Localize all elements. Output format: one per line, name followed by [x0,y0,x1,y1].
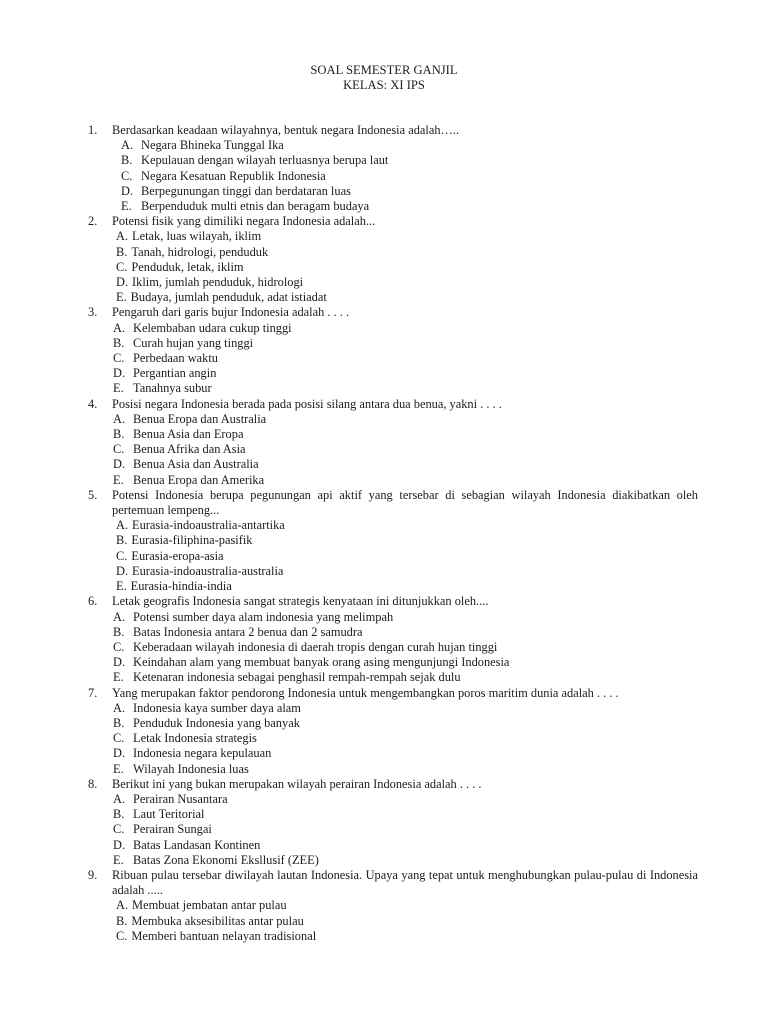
option-letter: A. [113,791,126,806]
option-letter: E. [113,381,124,396]
question-number: 2. [88,214,98,229]
option-a [116,229,698,244]
question-3 [88,305,698,396]
option-letter: B. [113,807,125,822]
option-text: Penduduk, letak, iklim [131,259,244,274]
question-number: 5. [88,487,98,502]
option-text: Batas Indonesia antara 2 benua dan 2 samudra [133,624,363,639]
option-letter: A. [116,898,129,913]
option-list [113,610,698,686]
document-header [0,63,768,93]
option-letter: B. [121,153,133,168]
option-c [116,260,698,275]
question-number: 6. [88,594,98,609]
option-d [113,655,698,670]
option-b [116,245,698,260]
exam-title: SOAL SEMESTER GANJIL [310,63,458,77]
option-letter: D. [121,183,134,198]
option-list [113,701,698,777]
option-b [113,716,698,731]
option-list [116,229,698,305]
question-text: Yang merupakan faktor pendorong Indonesia untuk mengembangkan poros maritim dunia adalah . . . . [112,685,619,700]
option-b [116,533,698,548]
option-b [113,807,698,822]
question-text: Berdasarkan keadaan wilayahnya, bentuk negara Indonesia adalah….. [112,123,460,137]
question-number: 9. [88,867,98,882]
option-e [113,853,698,868]
option-text: Budaya, jumlah penduduk, adat istiadat [130,290,327,305]
option-list [121,138,698,214]
option-e [113,473,698,488]
option-d [113,746,698,761]
option-letter: C. [113,442,125,457]
option-c [116,929,698,944]
option-text: Letak, luas wilayah, iklim [132,229,262,244]
question-number: 4. [88,396,98,411]
option-a [113,701,698,716]
option-list [116,898,698,944]
option-text: Memberi bantuan nelayan tradisional [131,928,317,943]
option-b [113,336,698,351]
option-letter: B. [113,624,125,639]
option-text: Curah hujan yang tinggi [133,335,254,350]
option-text: Ketenaran indonesia sebagai penghasil rempah-rempah sejak dulu [133,670,461,685]
option-letter: A. [116,229,129,244]
question-text: Berikut ini yang bukan merupakan wilayah perairan Indonesia adalah . . . . [112,776,482,791]
option-text: Benua Afrika dan Asia [133,442,246,457]
option-text: Tanah, hidrologi, penduduk [131,244,269,259]
option-text: Eurasia-hindia-india [130,579,232,594]
option-letter: A. [116,518,129,533]
option-text: Perairan Nusantara [133,791,228,806]
option-d [113,838,698,853]
option-b [121,153,698,168]
option-letter: D. [116,275,129,290]
option-text: Iklim, jumlah penduduk, hidrologi [132,275,304,290]
option-text: Membuat jembatan antar pulau [132,898,287,913]
option-text: Eurasia-filiphina-pasifik [131,533,253,548]
option-text: Benua Asia dan Eropa [133,427,244,442]
option-letter: B. [113,715,125,730]
option-text: Eurasia-indoaustralia-australia [132,563,284,578]
option-text: Membuka aksesibilitas antar pulau [131,913,304,928]
option-text: Tanahnya subur [133,381,212,396]
option-e [113,381,698,396]
option-letter: D. [116,563,129,578]
option-d [121,184,698,199]
option-c [113,351,698,366]
option-letter: B. [116,913,128,928]
option-text: Benua Eropa dan Amerika [133,472,265,487]
option-c [121,169,698,184]
question-1 [88,123,698,214]
option-a [116,518,698,533]
option-text: Perairan Sungai [133,822,212,837]
option-d [116,564,698,579]
question-text: Letak geografis Indonesia sangat strategis kenyataan ini ditunjukkan oleh.... [112,594,489,609]
option-c [113,640,698,655]
option-letter: E. [113,670,124,685]
question-text: Posisi negara Indonesia berada pada posisi silang antara dua benua, yakni . . . . [112,396,502,411]
option-letter: C. [113,731,125,746]
option-letter: C. [116,928,128,943]
option-text: Negara Bhineka Tunggal Ika [141,138,284,153]
question-number: 7. [88,685,98,700]
option-c [113,822,698,837]
question-number: 3. [88,305,98,320]
option-letter: A. [113,700,126,715]
question-list [88,123,698,944]
question-7 [88,686,698,777]
question-text: Pengaruh dari garis bujur Indonesia adalah . . . . [112,305,350,320]
option-e [116,579,698,594]
option-text: Kelembaban udara cukup tinggi [133,320,292,335]
option-c [113,442,698,457]
option-letter: D. [113,746,126,761]
question-text: Potensi fisik yang dimiliki negara Indonesia adalah... [112,214,376,229]
option-c [113,731,698,746]
option-d [113,457,698,472]
option-text: Batas Zona Ekonomi Eksllusif (ZEE) [133,852,319,867]
option-letter: E. [113,761,124,776]
option-text: Wilayah Indonesia luas [133,761,249,776]
option-text: Letak Indonesia strategis [133,731,257,746]
option-d [113,366,698,381]
option-text: Laut Teritorial [133,807,205,822]
option-letter: B. [116,533,128,548]
option-letter: D. [113,837,126,852]
option-text: Potensi sumber daya alam indonesia yang melimpah [133,609,394,624]
option-letter: C. [116,259,128,274]
option-text: Keindahan alam yang membuat banyak orang asing mengunjungi Indonesia [133,655,510,670]
option-text: Berpegunungan tinggi dan berdataran luas [141,183,351,198]
option-text: Negara Kesatuan Republik Indonesia [141,168,326,183]
option-list [113,321,698,397]
option-text: Berpenduduk multi etnis dan beragam budaya [141,199,370,214]
option-d [116,275,698,290]
option-list [113,792,698,868]
option-letter: A. [113,320,126,335]
option-text: Perbedaan waktu [133,351,218,366]
option-a [113,610,698,625]
question-text: Potensi Indonesia berupa pegunungan api aktif yang tersebar di sebagian wilayah Indonesia diakibatkan oleh pertemuan lempeng... [112,487,698,518]
option-letter: A. [121,138,134,153]
option-a [121,138,698,153]
option-letter: C. [113,351,125,366]
option-list [113,412,698,488]
option-c [116,549,698,564]
option-b [113,625,698,640]
option-e [113,762,698,777]
option-a [113,412,698,427]
question-number: 8. [88,776,98,791]
option-letter: A. [113,411,126,426]
option-text: Indonesia negara kepulauan [133,746,272,761]
option-e [113,670,698,685]
option-text: Indonesia kaya sumber daya alam [133,700,301,715]
option-text: Batas Landasan Kontinen [133,837,261,852]
question-4 [88,397,698,488]
option-letter: D. [113,457,126,472]
option-text: Pergantian angin [133,366,217,381]
option-letter: C. [116,548,128,563]
question-number: 1. [88,123,98,137]
option-a [113,792,698,807]
question-5 [88,488,698,594]
option-text: Benua Eropa dan Australia [133,411,267,426]
option-e [116,290,698,305]
class-label: KELAS: XI IPS [343,78,425,92]
option-text: Penduduk Indonesia yang banyak [133,715,300,730]
option-text: Kepulauan dengan wilayah terluasnya berupa laut [141,153,389,168]
option-letter: D. [113,366,126,381]
option-letter: B. [116,244,128,259]
option-letter: A. [113,609,126,624]
option-letter: E. [116,290,127,305]
option-a [113,321,698,336]
option-text: Benua Asia dan Australia [133,457,259,472]
option-text: Eurasia-indoaustralia-antartika [132,518,285,533]
question-8 [88,777,698,868]
option-letter: E. [113,472,124,487]
question-6 [88,594,698,685]
option-letter: E. [116,579,127,594]
option-b [113,427,698,442]
option-letter: B. [113,427,125,442]
option-letter: B. [113,335,125,350]
option-list [116,518,698,594]
question-2 [88,214,698,305]
option-e [121,199,698,214]
option-letter: C. [113,639,125,654]
option-letter: D. [113,655,126,670]
question-text: Ribuan pulau tersebar diwilayah lautan Indonesia. Upaya yang tepat untuk menghubungkan pulau-pulau di Indonesia adalah ..... [112,867,698,898]
option-letter: E. [121,199,132,214]
option-text: Keberadaan wilayah indonesia di daerah tropis dengan curah hujan tinggi [133,639,498,654]
option-a [116,898,698,913]
option-b [116,914,698,929]
option-letter: C. [113,822,125,837]
option-letter: C. [121,168,133,183]
option-text: Eurasia-eropa-asia [131,548,224,563]
question-9 [88,868,698,944]
option-letter: E. [113,852,124,867]
